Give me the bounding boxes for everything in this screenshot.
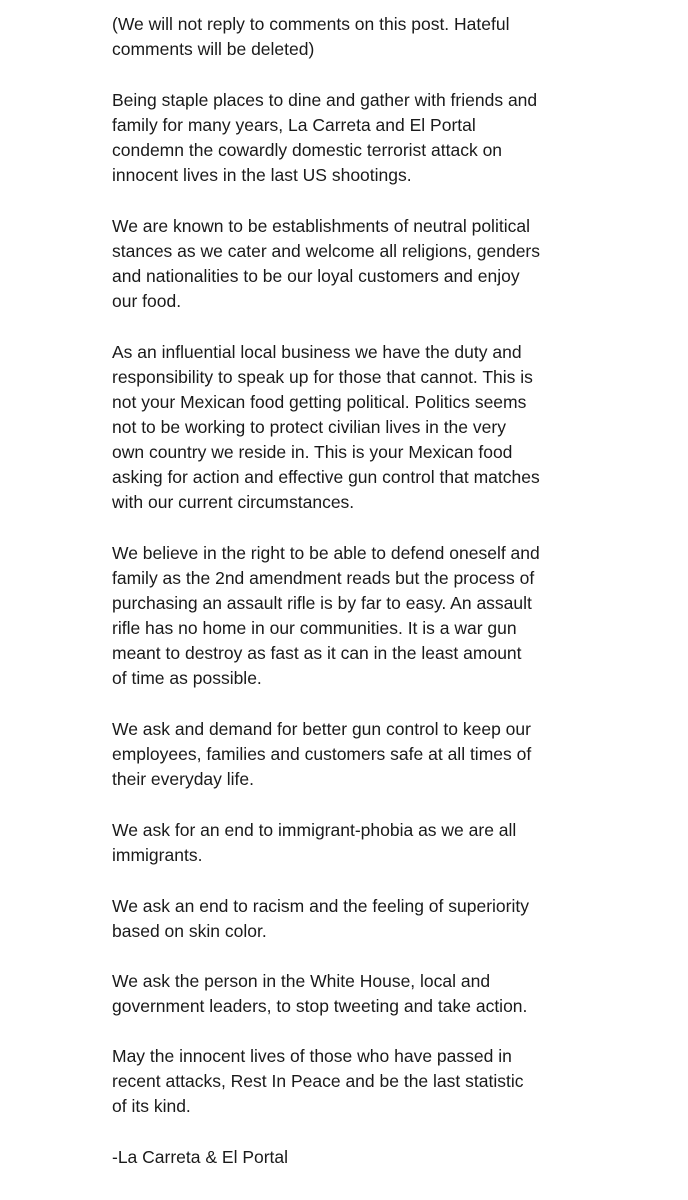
paragraph-immigrant-phobia: We ask for an end to immigrant-phobia as we are all immigrants. — [112, 820, 517, 865]
paragraph-neutral-stance: We are known to be establishments of neutral political stances as we cater and welcome all religions, genders and nationalities to be our loyal customers and enjoy our food. — [112, 216, 540, 311]
paragraph-white-house: We ask the person in the White House, local and government leaders, to stop tweeting and take action. — [112, 971, 528, 1016]
paragraph-duty: As an influential local business we have the duty and responsibility to speak up for those that cannot. This is not your Mexican food getting political. Politics seems not to be working to protect civilian lives in the very own country we reside in. This is your Mexican food asking for action and effective gun control that matches with our current circumstances. — [112, 342, 540, 512]
signature: -La Carreta & El Portal — [112, 1147, 289, 1167]
paragraph-second-amendment: We believe in the right to be able to defend oneself and family as the 2nd amendment reads but the process of purchasing an assault rifle is by far to easy. An assault rifle has no home in our communities. It is a war gun meant to destroy as fast as it can in the least amount of time as possible. — [112, 543, 540, 688]
paragraph-condemnation: Being staple places to dine and gather with friends and family for many years, La Carreta and El Portal condemn the cowardly domestic terrorist attack on innocent lives in the last US shootings. — [112, 90, 538, 185]
paragraph-gun-control: We ask and demand for better gun control to keep our employees, families and customers safe at all times of their everyday life. — [112, 719, 532, 789]
paragraph-rest-in-peace: May the innocent lives of those who have passed in recent attacks, Rest In Peace and be the last statistic of its kind. — [112, 1046, 524, 1116]
paragraph-racism: We ask an end to racism and the feeling of superiority based on skin color. — [112, 896, 529, 941]
comment-notice: (We will not reply to comments on this post. Hateful comments will be deleted) — [112, 14, 510, 59]
